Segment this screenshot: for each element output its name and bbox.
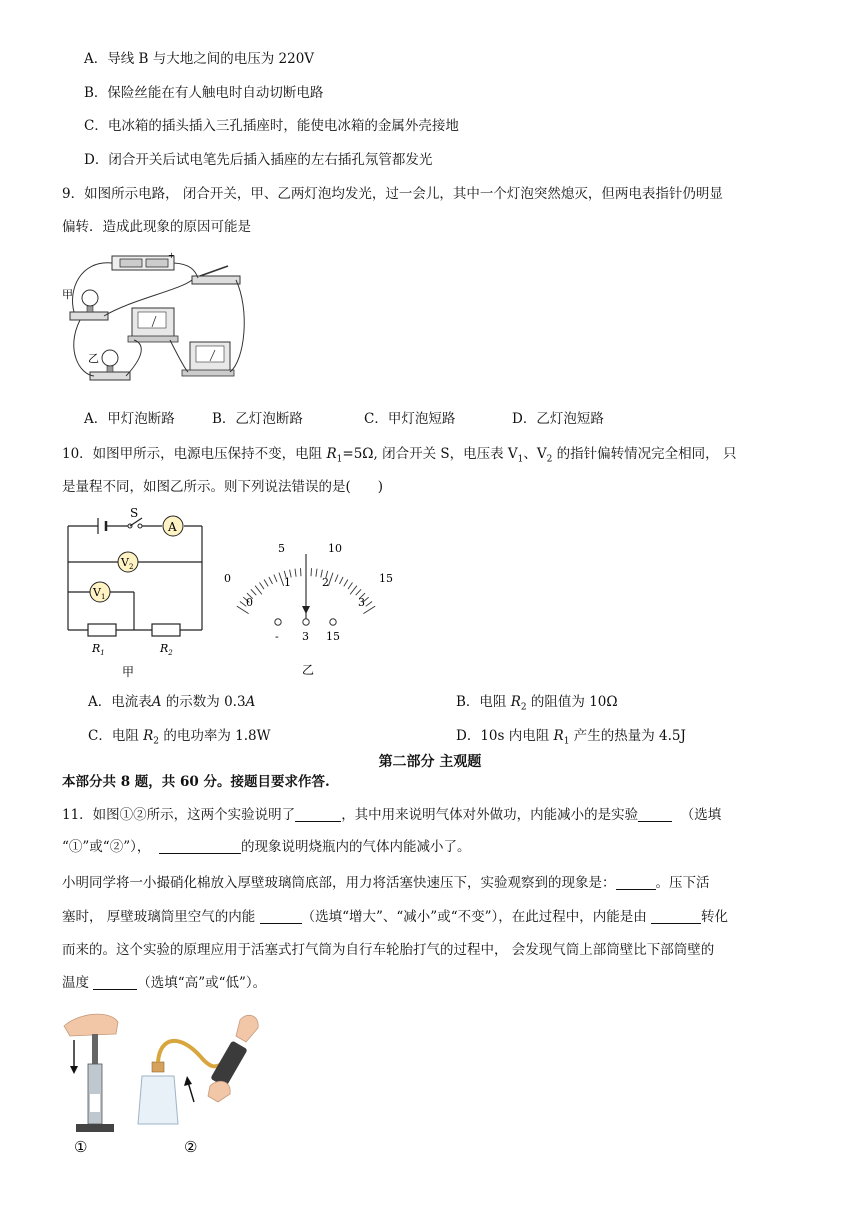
q9-fig-label-yi: 乙: [88, 352, 99, 365]
dial-lower-tick-0: 0: [246, 596, 253, 609]
dial-upper-tick-0: 0: [224, 572, 231, 585]
q10-r1-label: $R_1$: [92, 642, 105, 657]
dial-tick-mark: [279, 573, 284, 586]
q11-para-line1: 小明同学将一小撮硝化棉放入厚壁玻璃筒底部，用力将活塞快速压下，实验观察到的现象是： 。压下活: [62, 875, 710, 891]
q8-option-a: A．导线 B 与大地之间的电压为 220V: [84, 51, 315, 67]
dial-lower-tick-1: 1: [284, 576, 291, 589]
up-arrow-icon: [188, 1082, 194, 1102]
q8-option-b: B．保险丝能在有人触电时自动切断电路: [84, 85, 324, 101]
dial-tick-mark: [255, 586, 262, 595]
dial-tick-mark: [335, 575, 338, 582]
dial-terminal-3: 3: [302, 630, 309, 643]
q10-r2-label: $R_2$: [160, 642, 173, 657]
svg-text:+: +: [168, 251, 175, 260]
q11-para-line3: 而来的。这个实验的原理应用于活塞式打气筒为自行车轮胎打气的过程中， 会发现气筒上部筒壁比下部筒壁的: [62, 942, 715, 958]
q10-v1-label: $V_1$: [93, 586, 106, 601]
dial-tick-mark: [350, 586, 357, 595]
q11-line1: 11．如图①②所示，这两个实验说明了 ，其中用来说明气体对外做功，内能减小的是实验 （选填: [62, 807, 722, 823]
dial-tick-mark: [348, 583, 353, 590]
dial-terminal-minus: -: [275, 630, 279, 643]
dial-tick-mark: [356, 589, 361, 595]
q11-experiment-figures: [60, 1006, 270, 1154]
dial-tick-mark: [264, 580, 268, 587]
q10-option-a: A．电流表A 的示数为 0.3A: [88, 694, 256, 710]
q9-fig-label-jia: 甲: [62, 288, 73, 301]
q9-option-a: A．甲灯泡断路: [84, 411, 175, 427]
q10-option-b: B．电阻 $R_2$ 的阻值为 10Ω: [456, 694, 618, 713]
dial-tick-mark: [340, 577, 344, 584]
part2-intro: 本部分共 8 题，共 60 分。接题目要求作答.: [62, 774, 330, 790]
dial-tick-mark: [251, 589, 256, 595]
flask-icon: [138, 1076, 178, 1124]
hand-icon: [64, 1014, 118, 1036]
q11-para-line4: 温度 （选填“高”或“低”）。: [62, 975, 267, 991]
dial-tick-mark: [363, 606, 375, 614]
dial-tick-mark: [301, 568, 302, 576]
q10-option-d: D．10s 内电阻 $R_1$ 产生的热量为 4.5J: [456, 728, 686, 747]
dial-terminal-15: 15: [326, 630, 340, 643]
dial-tick-mark: [328, 573, 333, 586]
q10-switch-label: S: [130, 506, 139, 520]
dial-tick-mark: [311, 568, 312, 576]
dial-tick-mark: [274, 575, 277, 582]
dial-tick-mark: [260, 583, 265, 590]
dial-upper-tick-10: 10: [328, 542, 342, 555]
dial-tick-mark: [295, 569, 296, 577]
dial-tick-mark: [269, 577, 273, 584]
q10-voltmeter-dial: [222, 540, 398, 680]
q10-circuit-caption: 甲: [122, 665, 135, 679]
q8-option-c: C．电冰箱的插头插入三孔插座时，能使电冰箱的金属外壳接地: [84, 118, 459, 134]
q9-stem-line2: 偏转．造成此现象的原因可能是: [62, 219, 251, 235]
q10-option-c: C．电阻 $R_2$ 的电功率为 1.8W: [88, 728, 271, 747]
q9-option-b: B．乙灯泡断路: [212, 411, 303, 427]
q10-ammeter-label: A: [168, 520, 177, 534]
q9-option-d: D．乙灯泡短路: [512, 411, 604, 427]
dial-lower-tick-3: 3: [358, 596, 365, 609]
dial-tick-mark: [344, 580, 348, 587]
dial-lower-tick-2: 2: [322, 576, 329, 589]
dial-tick-mark: [366, 602, 372, 607]
q10-v2-label: $V_2$: [121, 556, 134, 571]
dial-tick-mark: [316, 569, 317, 577]
q8-option-d: D．闭合开关后试电笔先后插入插座的左右插孔氖管都发光: [84, 152, 433, 168]
q9-option-c: C．甲灯泡短路: [364, 411, 456, 427]
q10-stem-line1: 10．如图甲所示，电源电压保持不变，电阻 $R_1=5\Omega$, 闭合开关 S，电压表 $V_1$、$V_2$ 的指针偏转情况完全相同， 只: [62, 446, 737, 465]
q9-stem-line1: 9．如图所示电路， 闭合开关，甲、乙两灯泡均发光，过一会儿，其中一个灯泡突然熄灭，但两电表指针仍明显: [62, 186, 723, 202]
q9-circuit-figure: [60, 250, 250, 386]
fig2-label: ②: [184, 1138, 198, 1154]
q11-line2: “①”或“②”）， 的现象说明烧瓶内的气体内能减小了。: [62, 839, 471, 855]
q11-para-line2: 塞时， 厚壁玻璃筒里空气的内能 （选填“增大”、“减小”或“不变”），在此过程中，内能是由 转化: [62, 909, 729, 925]
part2-title: 第二部分 主观题: [378, 754, 482, 770]
q10-circuit-diagram: [62, 506, 212, 684]
q10-stem-line2: 是量程不同，如图乙所示。则下列说法错误的是( ): [62, 479, 384, 495]
dial-upper-tick-15: 15: [379, 572, 393, 585]
dial-upper-tick-5: 5: [278, 542, 285, 555]
fig1-label: ①: [74, 1138, 88, 1154]
q10-dial-caption: 乙: [302, 663, 315, 677]
